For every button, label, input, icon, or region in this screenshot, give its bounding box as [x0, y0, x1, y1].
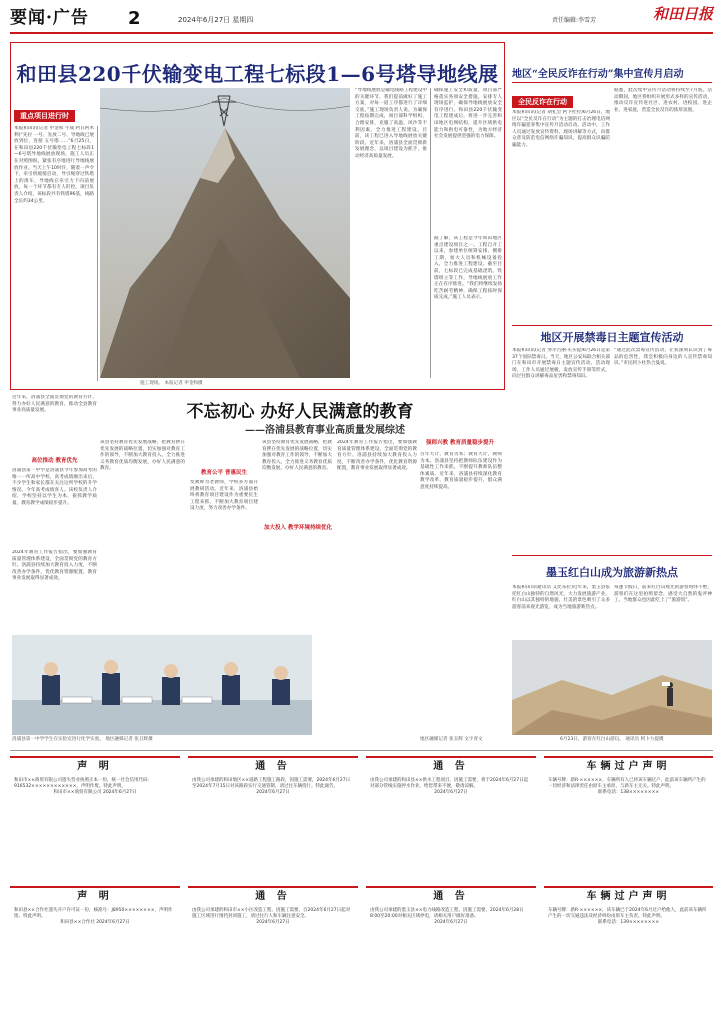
notice-5: [10, 886, 180, 1018]
notice-3: [366, 756, 536, 876]
notice-7: [366, 886, 536, 1018]
right-headline-2: 地区开展禁毒日主题宣传活动: [540, 331, 684, 344]
notice-body: 由我公司承建的和田市××小区改造工程，因施工需要，自2024年6月27日起对施工区域进行围挡封闭施工，请过往行人和车辆注意安全。: [192, 907, 351, 919]
notice-body: 由我公司承建的墨玉县××电力线路改造工程，因施工需要，2024年6月28日8:00至20:00对相关区域停电，请相关用户做好准备。: [370, 907, 524, 919]
notice-sign: 联系电话：138××××××××: [597, 789, 660, 795]
notice-sign: 和田县××合作社 2024年6月27日: [60, 919, 130, 925]
notice-sign: 2024年6月27日: [256, 789, 290, 795]
main-story-col2: “导地线展放是输电线路工程建设中的关键环节，我们提前做好了施工方案，对每一道工序都进行了详细交底。”施工现场负责人说。为确保工程按期完成，项目部科学组织、合理安排，克服了高温、风沙等不利因素，全力推进工程建设。目前，该工程已进入导地线展放关键阶段。近年来，洛浦县全面贯彻新发展理念，以项目建设为抓手，推动经济高质量发展。: [355, 88, 427, 159]
main-story-col1: 本报和田讯(记者 申金和 牛成 阿日阿木利)“先拉 一号、先放二号、导地线已展放到位，连接 五号塔……”6月25日，在和田县220千伏输变电工程七标段1—6号塔导地线展放现场，施工人员正在对照图纸，紧张有序地进行导地线展放作业。当天上午10时许，随着一声令下，牵引机缓缓启动，导引绳穿过铁塔上的滑车，导地线在牵引力下向前展放，每一个环节都有专人盯控。项目负责人介绍，该标段共有铁塔96基，线路全长约34公里。: [14, 126, 94, 204]
main-photo-caption: 施工现场。 本报记者 申金和摄: [140, 381, 203, 386]
right-headline-1: 地区“全民反诈在行动”集中宣传月启动: [512, 69, 684, 80]
edu-col2: 2024年教育工作报告指出，要加强教育质量管理体系建设，全面贯彻党的教育方针。洛浦县持续加大教育投入力度，不断改善办学条件，优化教育资源配置，教育事业发展取得显著成效。: [12, 550, 97, 582]
desert-image: [512, 640, 712, 735]
main-photo: [100, 88, 350, 378]
notice-title: 通 告: [433, 761, 469, 772]
issue-date: 2024年6月27日 星期四: [178, 16, 254, 24]
notice-sign: 2024年6月27日: [434, 919, 468, 925]
notice-6: [188, 886, 358, 1018]
notice-sign: 2024年6月27日: [256, 919, 290, 925]
main-story-tag: 重点项目进行时: [14, 110, 75, 122]
mountain-tower-image: [100, 88, 350, 378]
notice-title: 声 明: [77, 891, 113, 902]
classroom-image: [12, 635, 312, 735]
right-col2: 据悉，此次集中宣传月活动将持续至7月底。活动期间，地区将组织开展形式多样的宣传活动，推动反诈宣传进社区、进农村、进校园、进企业、进家庭，营造全民反诈的浓厚氛围。: [614, 88, 712, 113]
main-headline: 和田县220千伏输变电工程七标段1—6号塔导地线展: [16, 62, 499, 86]
right-col3: 本报和田讯(记者 努尔古丽·买买提)6月26日是第37个国际禁毒日。当天，地区公安局联合相关部门在和田市开展禁毒日主题宣传活动。活动现场，工作人员通过展板、发放宣传手册等形式，向过往群众讲解毒品危害和禁毒知识。: [512, 348, 610, 380]
notice-body: 和田县××合作社遗失开户许可证一份，核准号：J8950××××××××，声明作废。特此声明。: [14, 907, 173, 919]
edu-col3: 该县坚持教育优先发展战略，把教育摆在优先发展的战略位置，切实加强对教育工作的领导，不断加大教育投入，全力推进义务教育优质均衡发展，办好人民满意的教育。: [100, 440, 185, 472]
editor-credit: 责任编辑:李雪芳: [552, 17, 597, 24]
right-col6: 每逢节假日，前来红白山观光的游客络绎不绝，游客们在这里拍照留念，感受大自然的鬼斧神工，当地群众也因此吃上了“旅游饭”。: [614, 585, 712, 604]
edu-subhead-3: 加大投入 教学环境持续优化: [264, 525, 332, 531]
edu-subhead-1: 高位推动 教育优先: [31, 458, 78, 464]
edu-col4: 变教师为老教师，学校多方面开展教研活动。近年来，洛浦县始终将教育项目建设作为重要民生工程来抓，不断加大教育项目建设力度，努力改善办学条件。: [190, 480, 258, 512]
right-headline-3: 墨玉红白山成为旅游新热点: [546, 566, 678, 579]
right-col4: “通过此次禁毒宣传活动，让我深刻认识到了毒品的危害性，我会积极向身边的人宣传禁毒知识。”市民阿卜杜热合曼说。: [614, 348, 712, 367]
main-story-col4: 据了解，该工程是今年和田地区重点建设项目之一。工程自开工以来，参建单位统筹安排、倒排工期，加大人员和机械设备投入，全力推进工程建设。截至目前，七标段已完成基础浇筑、铁塔组立等工作，导地线展放工作正在有序推进。“我们将继续发扬吃苦耐劳精神，确保工程按时保质完成。”施工人员表示。: [434, 236, 502, 301]
edu-photo: [12, 635, 312, 735]
notice-body: 由我公司承建的和田县××供水工程项目，因施工需要，将于2024年6月27日起对部分管线实施停水作业，给您带来不便，敬请谅解。: [370, 777, 529, 789]
notice-2: [188, 756, 358, 876]
notice-body: 车辆号牌：新R·××××××，车辆所有人已将该车辆过户，此前该车辆所产生的一切经济和法律责任由原车主承担，与新车主无关。特此声明。: [548, 777, 706, 789]
notice-title: 通 告: [255, 761, 291, 772]
edu-intro: 近年来，洛浦县全面贯彻党的教育方针，努力办好人民满意的教育，推动全县教育事业高质量发展。: [12, 395, 97, 414]
notice-8: [544, 886, 713, 1018]
notice-sign: 和田市××商贸有限公司 2024年6月27日: [53, 789, 137, 795]
edu-col1: 洛浦县第一中学是洛浦县今年参加高考的唯一一所高中学校，高考成绩刚出来后，不少学生和家长都在关注这所学校的升学情况。今年高考成绩喜人。该校负责人介绍，学校坚持以学生为本，狠抓教学质量，教育教学成绩稳步提升。: [12, 468, 97, 506]
notice-body: 由我公司承建的和田地区××道路工程施工路段，因施工需要，2024年6月27日至2024年7月15日对该路段实行交通管制，请过往车辆绕行。特此通告。: [192, 777, 351, 789]
notice-sign: 2024年6月27日: [434, 789, 468, 795]
notice-title: 通 告: [255, 891, 291, 902]
desert-photo: [512, 640, 712, 735]
notice-1: [10, 756, 180, 876]
desert-photo-caption: 6月23日，游客在红白山游玩。 通讯员 阿卜力提摄: [560, 737, 664, 742]
notice-4: [544, 756, 713, 876]
anti-fraud-tag: 全民反诈在行动: [512, 96, 573, 108]
edu-byline: 地区融媒记者 张丑辉 文宇青文: [420, 737, 483, 742]
newspaper-logo: 和田日报: [652, 5, 713, 23]
main-story-col3: 确保施工安全和质量，项目部严格落实各项安全措施，安排专人现场监护，确保导地线展放安全有序进行。和田县220千伏输变电工程建成后，将进一步完善和田地区电网结构，提升区域供电能力和供电可靠性，为地方经济社会发展提供坚强的电力保障。: [434, 88, 502, 140]
right-col5: 本报和田讯(通讯员 艾比布拉)近年来，墨玉县依托红白山独特的自然风光，大力发展旅游产业。红白山以其独特的地貌、壮美的景色吸引了众多游客前来观光游览，成为当地旅游新热点。: [512, 585, 610, 610]
edu-col2b: 2024年教育工作报告指出，要加强教育质量管理体系建设，全面贯彻党的教育方针。洛浦县持续加大教育投入力度，不断改善办学条件，优化教育资源配置，教育事业发展取得显著成效。: [337, 440, 417, 472]
section-title: 要闻·广告: [10, 8, 89, 28]
notice-title: 声 明: [77, 761, 113, 772]
edu-subhead-4: 强师兴教 教育质量稳步提升: [426, 440, 494, 446]
notice-title: 车辆过户声明: [586, 891, 671, 902]
edu-subhead-2: 教育公平 普惠民生: [201, 470, 247, 476]
notice-sign: 联系电话：139××××××××: [597, 919, 660, 925]
edu-subheadline: ——洛浦县教育事业高质量发展综述: [245, 425, 405, 436]
edu-headline: 不忘初心 办好人民满意的教育: [186, 402, 414, 422]
edu-col5: 百年大计，教育为本；教育大计，教师为本。洛浦县坚持把教师队伍建设作为基础性工作来抓，不断提升教师队伍整体素质。近年来，洛浦县持续深化教育教学改革，教育质量稳步提升，群众满意度持续提高。: [420, 452, 502, 490]
right-col1: 本报和田讯(记者 胡礼会 阿卜杜拉)6月26日，地区以“全民反诈在行动”为主题的打击治理电信网络诈骗犯罪集中宣传月活动启动。活动中，工作人员通过发放宣传资料、现场讲解等方式，向群众普及防范电信网络诈骗知识，提高群众识骗防骗能力。: [512, 110, 610, 148]
notice-body: 车辆号牌：新R·××××××，该车辆已于2024年6月过户给他人，此前该车辆所产生的一切交通违法及经济纠纷由原车主负责。特此声明。: [548, 907, 707, 919]
edu-photo-caption: 洛浦县第一中学学生在实验室进行化学实验。 地区融媒记者 张丑辉摄: [12, 737, 153, 742]
page-number: 2: [128, 8, 141, 29]
page-header: [10, 4, 713, 34]
notice-title: 车辆过户声明: [586, 761, 671, 772]
notice-body: 和田市××商贸有限公司遗失营业执照正本一份，统一社会信用代码：916532××××××××××××，声明作废。特此声明。: [14, 777, 153, 789]
edu-col4b: 该县坚持教育优先发展战略，把教育摆在优先发展的战略位置，切实加强对教育工作的领导，不断加大教育投入，全力推进义务教育优质均衡发展，办好人民满意的教育。: [262, 440, 332, 472]
notice-title: 通 告: [433, 891, 469, 902]
